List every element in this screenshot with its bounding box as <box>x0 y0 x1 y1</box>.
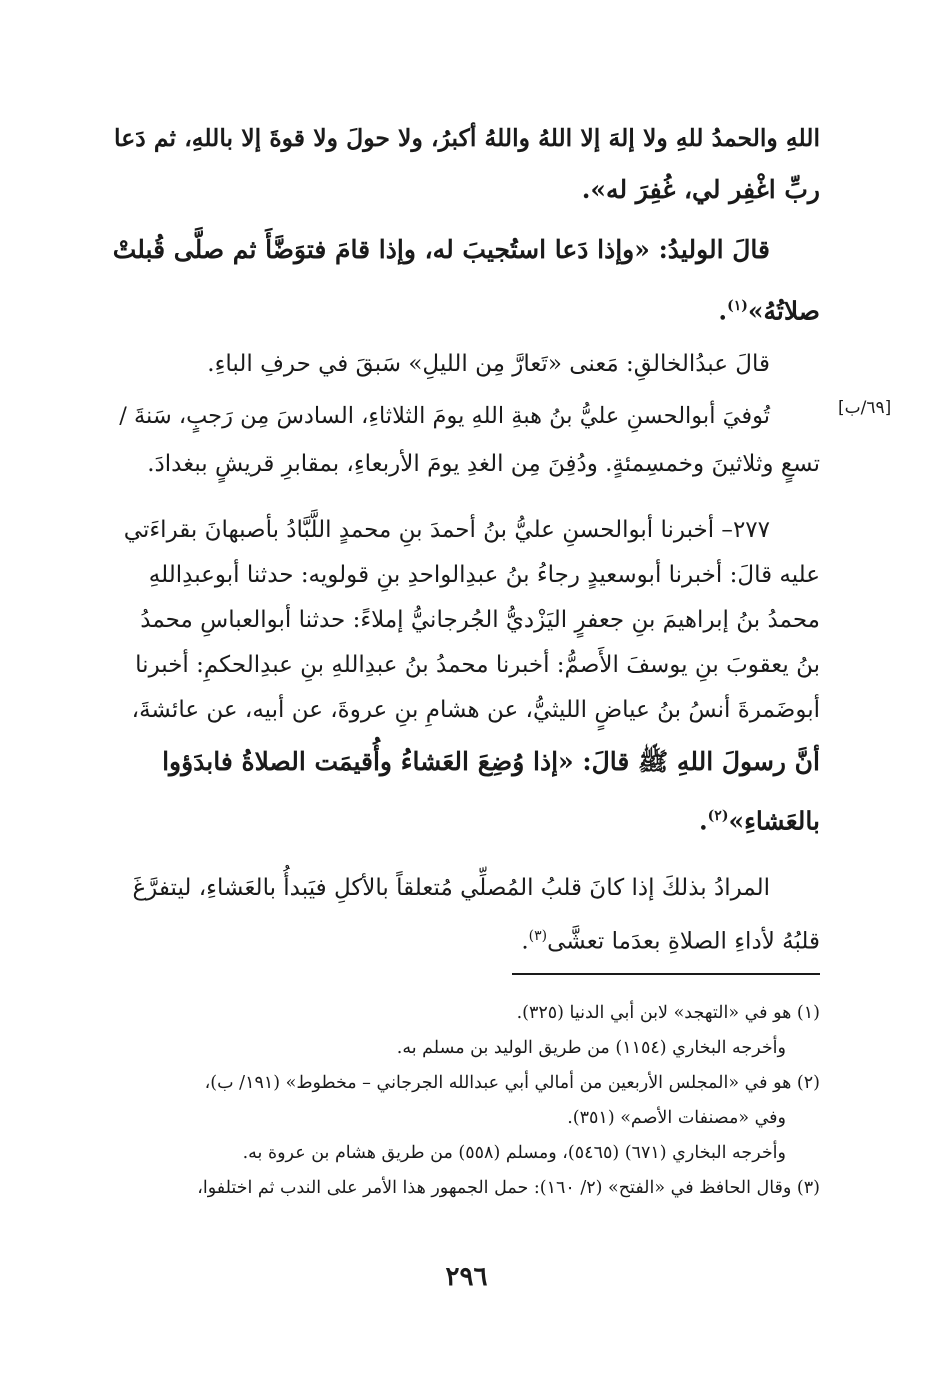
abdulkhaliq-note-paragraph <box>108 342 820 386</box>
footnotes-section <box>108 996 820 1206</box>
footnote-line: (٣) وقال الحافظ في «الفتح» (٢/ ١٦٠): حمل الجمهور هذا الأمر على الندب ثم اختلفوا، <box>197 1178 820 1198</box>
hadith-277-isnad-paragraph <box>108 508 820 733</box>
hadith-paragraph-continuation <box>108 112 820 216</box>
text-line: بنُ يعقوبَ بنِ يوسفَ الأَصمُّ: أخبرنا محمدُ بنُ عبدِاللهِ بنِ عبدِالحكمِ: أخبرنا <box>135 652 820 678</box>
footnote-ref-1: (١) <box>727 298 748 314</box>
footnote-line: (٢) هو في «المجلس الأربعين من أمالي أبي عبدالله الجرجاني – مخطوط» (١٩١/ ب)، <box>204 1073 820 1093</box>
text-line: ٢٧٧– أخبرنا أبوالحسنِ عليُّ بنُ أحمدَ بنِ محمدٍ اللَّبَّادُ بأصبهانَ بقراءَتي <box>123 517 770 543</box>
text-line: محمدُ بنُ إبراهيمَ بنِ جعفرٍ اليَزْديُّ الجُرجانيُّ إملاءً: حدثنا أبوالعباسِ محمدُ <box>140 607 820 633</box>
text-fragment: قلبُهُ لأداءِ الصلاةِ بعدَما تعشَّى <box>547 928 820 955</box>
text-line: أنَّ رسولَ اللهِ ﷺ قالَ: «إذا وُضِعَ العَشاءُ وأُقيمَت الصلاةُ فابدَؤوا <box>162 747 820 776</box>
text-fragment: . <box>521 928 529 955</box>
text-line: ربِّ اغْفِر لي، غُفِرَ له». <box>581 175 820 204</box>
walid-quote-paragraph <box>108 222 820 339</box>
text-line <box>108 912 820 966</box>
footnote-ref-3: (٣) <box>528 928 548 944</box>
text-fragment: بالعَشاءِ» <box>728 806 820 836</box>
page-number: ٢٩٦ <box>445 1262 488 1292</box>
text-line <box>108 789 820 848</box>
footnote-line: (١) هو في «التهجد» لابن أبي الدنيا (٣٢٥). <box>516 1003 820 1023</box>
footnote-line: وأخرجه البخاري (١١٥٤) من طريق الوليد بن مسلم به. <box>396 1038 786 1058</box>
explanation-paragraph <box>108 864 820 966</box>
text-line: قالَ عبدُالخالقِ: مَعنى «تَعارَّ مِن الليلِ» سَبقَ في حرفِ الباءِ. <box>207 351 770 377</box>
text-line: عليه قالَ: أخبرنا أبوسعيدٍ رجاءُ بنُ عبدِالواحدِ بنِ قولويه: حدثنا أبوعبدِاللهِ <box>148 562 820 588</box>
text-line <box>108 278 820 339</box>
footnote-line: وفي «مصنفات الأصم» (٣٥١). <box>567 1108 786 1128</box>
text-fragment: . <box>718 296 728 326</box>
text-line: قالَ الوليدُ: «وإذا دَعا استُجيبَ له، وإذا قامَ فتوَضَّأَ ثم صلَّى قُبلتْ <box>112 235 770 264</box>
text-line: تُوفيَ أبوالحسنِ عليُّ بنُ هبةِ اللهِ يومَ الثلاثاءِ، السادسَ مِن رَجبٍ، سَنةَ / <box>119 403 770 429</box>
text-line: المرادُ بذلكَ إذا كانَ قلبُ المُصلِّي مُتعلقاً بالأكلِ فيَبدأُ بالعَشاءِ، ليتفرَّغَ <box>132 875 770 901</box>
footnote-ref-2: (٢) <box>707 808 729 824</box>
text-fragment: . <box>698 806 708 836</box>
text-fragment: صلاتُهُ» <box>747 296 820 326</box>
death-date-paragraph <box>108 392 820 488</box>
manuscript-folio-marker: [٦٩/ب] <box>838 398 892 418</box>
hadith-277-matn-paragraph <box>108 735 820 848</box>
footnote-separator <box>512 973 820 975</box>
text-line: تسعٍ وثلاثينَ وخمسِمئةٍ. ودُفِنَ مِن الغدِ يومَ الأربعاءِ، بمقابرِ قريشٍ ببغدادَ. <box>147 451 820 477</box>
footnote-line: وأخرجه البخاري (٦٧١) (٥٤٦٥)، ومسلم (٥٥٨) من طريق هشام بن عروة به. <box>242 1143 786 1163</box>
text-line: اللهِ والحمدُ للهِ ولا إلهَ إلا اللهُ واللهُ أكبرُ، ولا حولَ ولا قوةَ إلا باللهِ، ثم دَعا <box>114 124 820 152</box>
text-line: أبوضَمرةَ أنسُ بنُ عياضٍ الليثيُّ، عن هشامِ بنِ عروةَ، عن أبيه، عن عائشةَ، <box>131 697 820 723</box>
